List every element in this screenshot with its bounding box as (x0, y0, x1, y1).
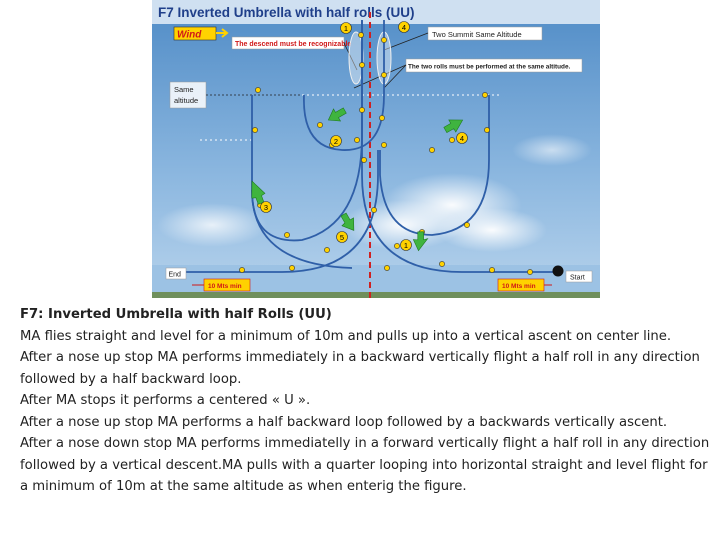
start-label: Start (570, 274, 585, 282)
step-marker-1 (401, 240, 412, 251)
ground-edge (152, 292, 600, 298)
svg-text:4: 4 (401, 23, 407, 32)
note-two-rolls (406, 59, 582, 72)
wind-label: Wind (177, 29, 202, 41)
svg-text:4: 4 (459, 134, 465, 143)
caption-line: After a nose up stop MA performs immediately in a backward vertically flight a half roll in any direction (20, 350, 700, 365)
maneuver-diagram (152, 0, 600, 298)
summit-oval-left (349, 32, 363, 84)
step-marker-5 (337, 232, 348, 243)
caption-line: a minimum of 10m at the same altitude as when enterig the figure. (20, 479, 467, 494)
end-label-box (166, 268, 186, 279)
step-marker-3 (261, 202, 272, 213)
note-same-altitude (170, 82, 206, 108)
svg-text:1: 1 (403, 241, 409, 250)
figure-description (20, 304, 710, 498)
caption-title: F7: Inverted Umbrella with half Rolls (UU) (20, 307, 332, 322)
maneuver-svg (152, 0, 600, 298)
note-two-summit (428, 27, 542, 40)
step-marker-1-top (341, 23, 352, 34)
distance-left-text: 10 Mts min (208, 283, 242, 290)
note-two-summit-text: Two Summit Same Altitude (432, 30, 522, 39)
start-label-box (566, 271, 592, 282)
svg-text:1: 1 (343, 24, 349, 33)
svg-text:2: 2 (333, 137, 339, 146)
note-descend-text: The descend must be recognizable (235, 41, 352, 48)
caption-line: followed by a half backward loop. (20, 371, 242, 387)
step-marker-2 (331, 136, 342, 147)
caption-line: After MA stops it performs a centered « U ». (20, 393, 311, 408)
svg-text:3: 3 (263, 203, 269, 212)
caption-line: followed by a vertical descent.MA pulls with a quarter looping into horizontal straight and level flight for (20, 457, 708, 473)
caption-line: MA flies straight and level for a minimum of 10m and pulls up into a vertical ascent on center line. (20, 328, 672, 344)
svg-text:5: 5 (339, 233, 345, 242)
end-label: End (168, 271, 181, 279)
same-altitude-line2: altitude (174, 96, 199, 105)
distance-marker-right (498, 279, 552, 291)
figure-title: F7 Inverted Umbrella with half rolls (UU) (158, 5, 415, 20)
step-marker-4 (457, 133, 468, 144)
distance-right-text: 10 Mts min (502, 283, 536, 290)
note-descend (232, 37, 351, 49)
same-altitude-line1: Same (174, 85, 194, 94)
start-dot (553, 266, 564, 277)
note-two-rolls-text: The two rolls must be performed at the same altitude. (408, 63, 571, 71)
caption-line: After a nose up stop MA performs a half backward loop followed by a backwards vertically ascent. (20, 414, 668, 430)
step-marker-4-top (399, 22, 410, 33)
caption-line: After a nose down stop MA performs immediatelly in a forward vertically flight a half roll in any direction (20, 436, 710, 451)
